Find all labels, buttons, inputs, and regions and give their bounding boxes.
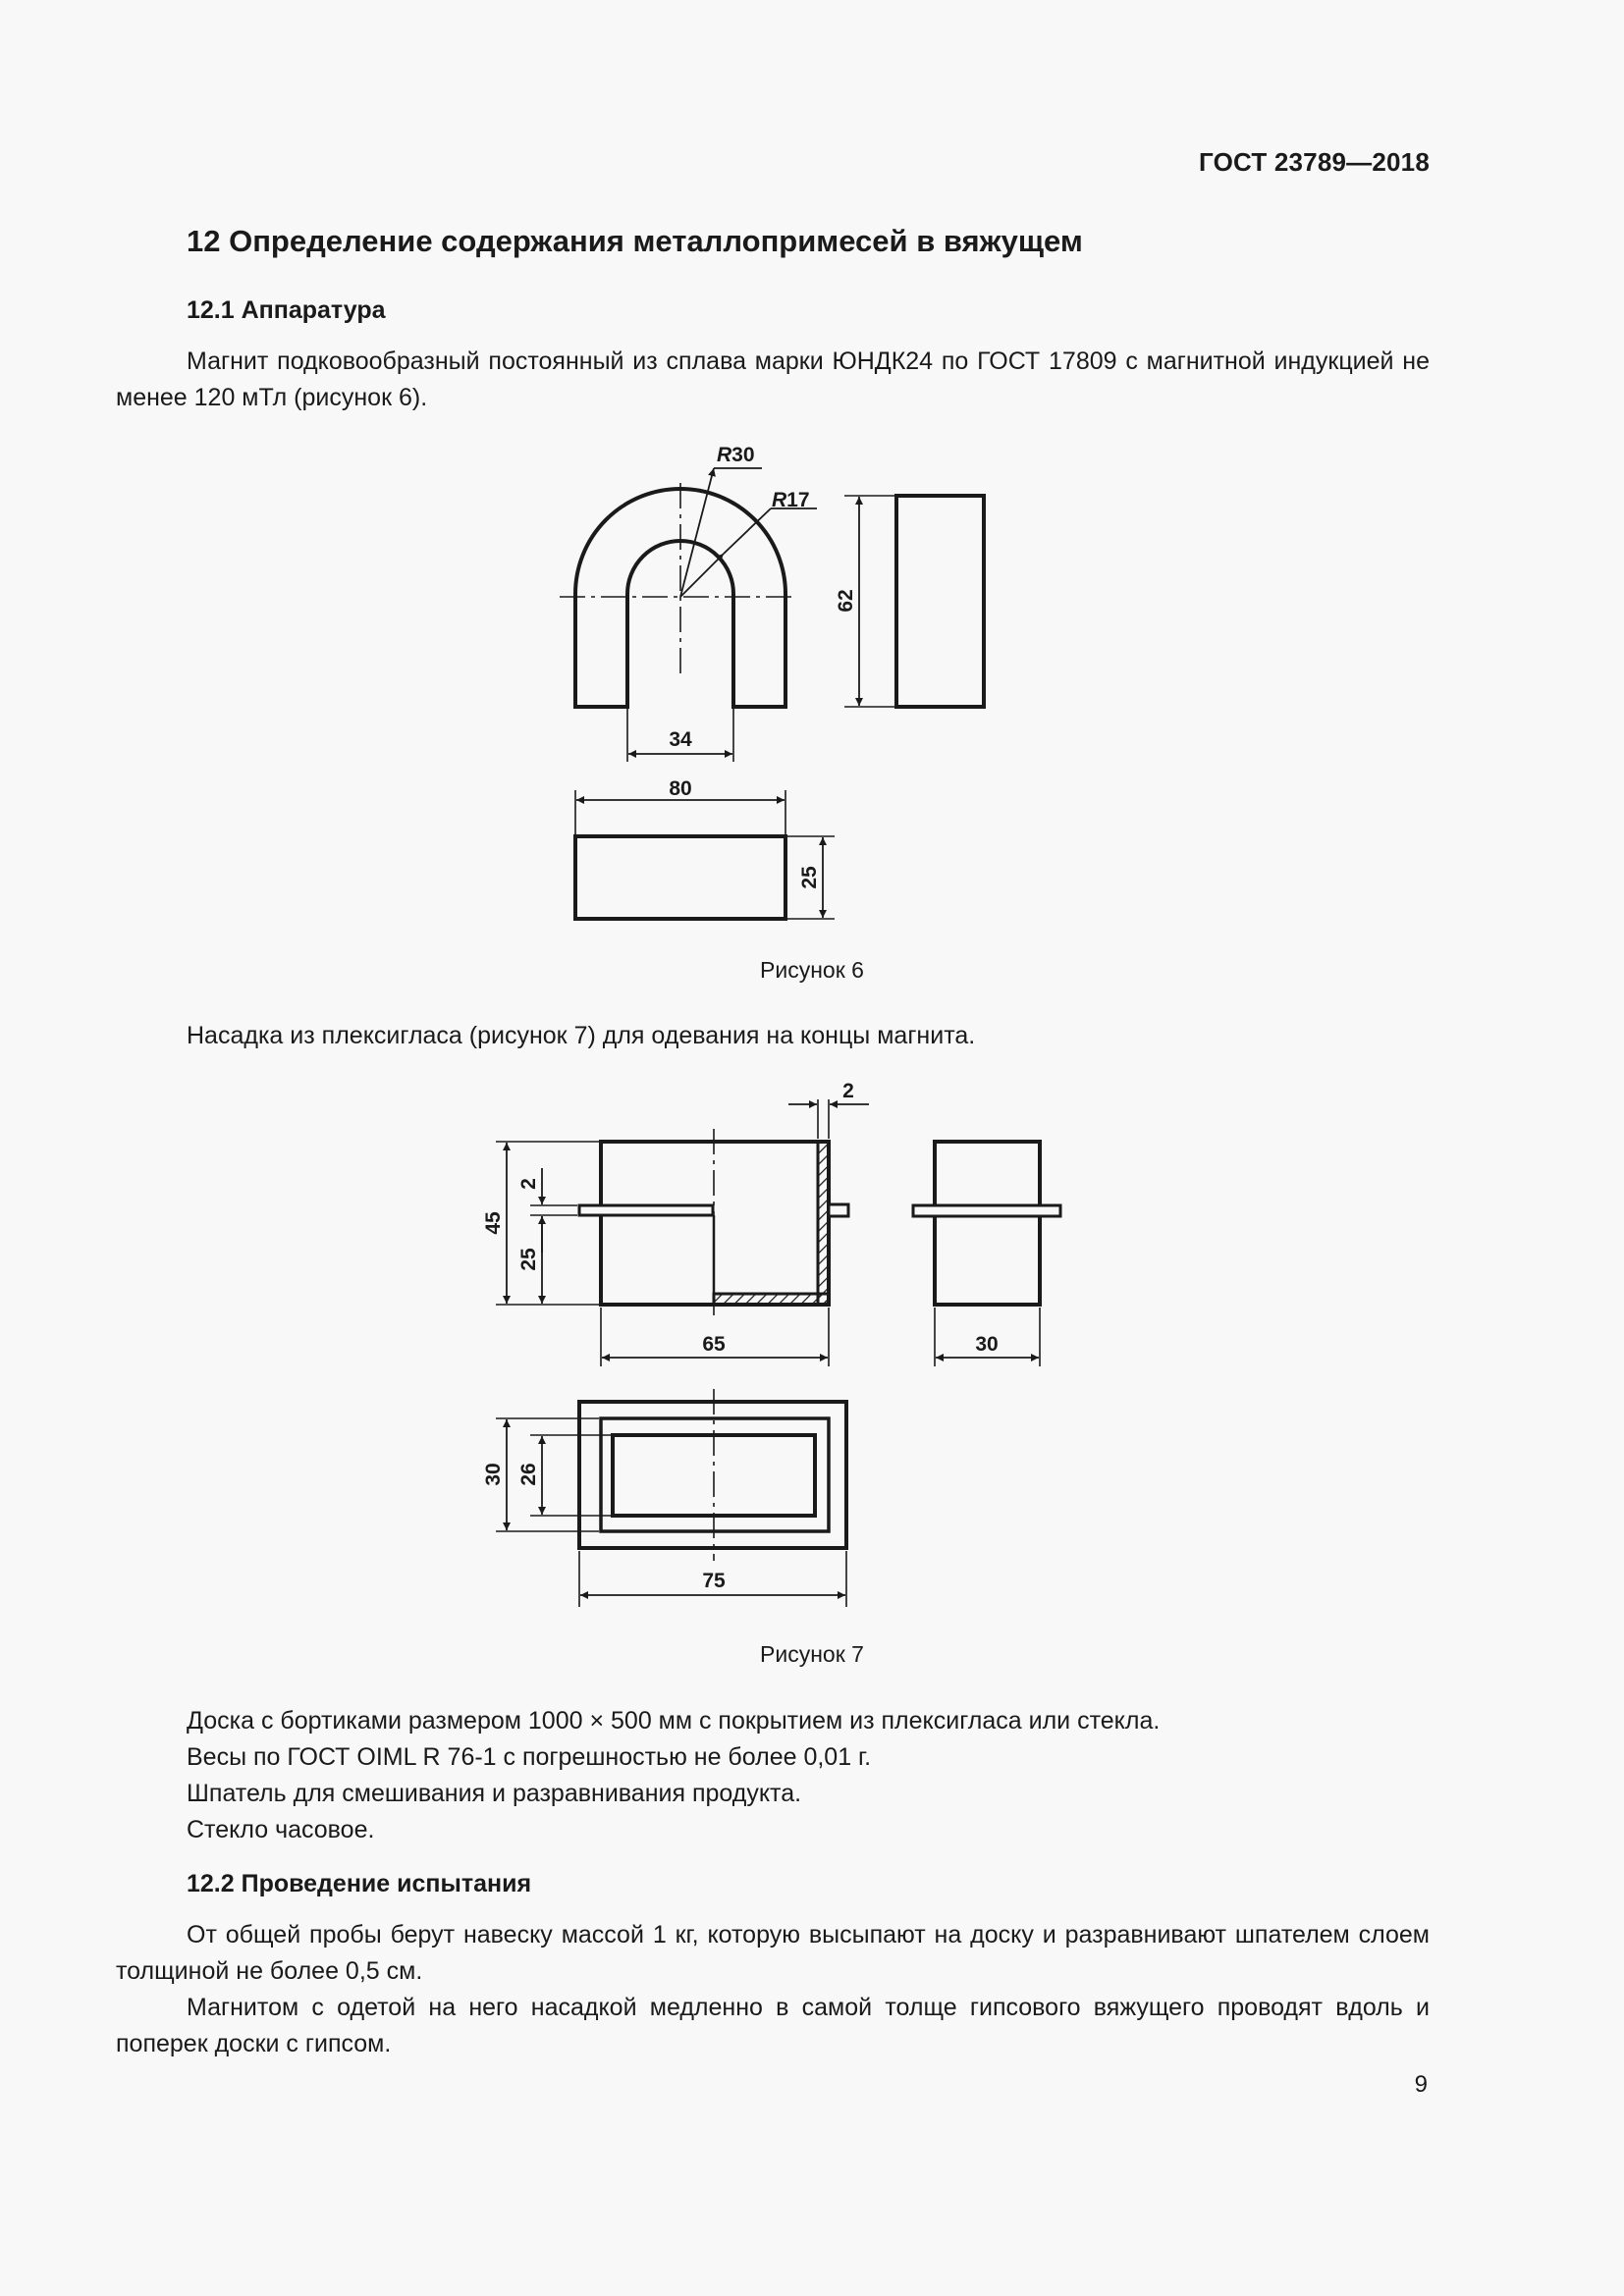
dim-25: 25 bbox=[798, 866, 821, 889]
dim-34: 34 bbox=[669, 728, 692, 751]
dim-75: 75 bbox=[702, 1570, 726, 1592]
subsection-12-1-title: 12.1 Аппаратура bbox=[187, 296, 386, 324]
nozzle-top-view bbox=[579, 1402, 846, 1548]
equipment-item: Стекло часовое. bbox=[187, 1816, 375, 1843]
dim-62: 62 bbox=[835, 589, 857, 613]
magnet-top-view bbox=[575, 836, 785, 919]
subsection-12-2-title: 12.2 Проведение испытания bbox=[187, 1870, 532, 1897]
magnet-paragraph: Магнит подковообразный постоянный из сплава марки ЮНДК24 по ГОСТ 17809 с магнитной индукцией не менее 120 мТл (рисунок 6). bbox=[116, 347, 1430, 411]
dim-25-side: 25 bbox=[517, 1248, 540, 1271]
r17-label: R17 bbox=[772, 489, 810, 511]
document-code: ГОСТ 23789—2018 bbox=[1199, 147, 1430, 177]
figure-6-caption: Рисунок 6 bbox=[760, 957, 864, 983]
equipment-item: Шпатель для смешивания и разравнивания продукта. bbox=[187, 1780, 802, 1807]
figure-7-drawing bbox=[0, 1060, 1624, 1620]
page-number: 9 bbox=[1414, 2071, 1428, 2098]
figure-6-drawing bbox=[0, 0, 1624, 1021]
equipment-item: Доска с бортиками размером 1000 × 500 мм с покрытием из плексигласа или стекла. bbox=[187, 1707, 1161, 1735]
figure-7-caption: Рисунок 7 bbox=[760, 1641, 864, 1667]
dim-80: 80 bbox=[669, 777, 692, 800]
dim-30-side: 30 bbox=[975, 1333, 999, 1356]
test-paragraph-2: Магнитом с одетой на него насадкой медленно в самой толще гипсового вяжущего проводят вдоль и поперек доски с гипсом. bbox=[116, 1994, 1430, 2057]
equipment-item: Весы по ГОСТ OIML R 76-1 с погрешностью не более 0,01 г. bbox=[187, 1743, 872, 1771]
dim-65: 65 bbox=[702, 1333, 726, 1356]
nozzle-side-view bbox=[935, 1142, 1040, 1305]
dim-30-top: 30 bbox=[482, 1463, 505, 1486]
nasadka-paragraph: Насадка из плексигласа (рисунок 7) для одевания на концы магнита. bbox=[187, 1022, 976, 1049]
section-title: 12 Определение содержания металлопримесей в вяжущем bbox=[187, 224, 1083, 258]
dim-2-top: 2 bbox=[842, 1080, 854, 1102]
r30-label: R30 bbox=[717, 444, 755, 466]
magnet-side-view bbox=[896, 496, 984, 707]
dim-2-side: 2 bbox=[517, 1178, 540, 1190]
dim-45: 45 bbox=[482, 1211, 505, 1235]
test-paragraph-1: От общей пробы берут навеску массой 1 кг, которую высыпают на доску и разравнивают шпателем слоем толщиной не более 0,5 см. bbox=[116, 1921, 1430, 1985]
dim-26: 26 bbox=[517, 1463, 540, 1486]
